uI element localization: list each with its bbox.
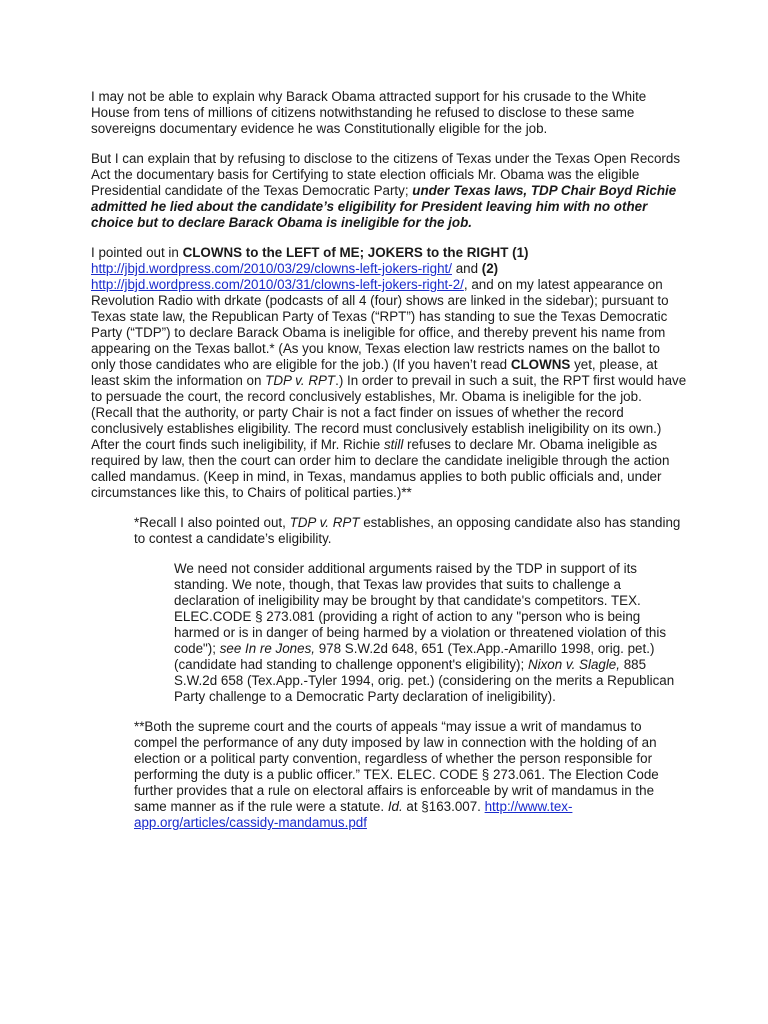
clowns-short-title: CLOWNS bbox=[510, 357, 571, 372]
footnote-mandamus-id: Id. bbox=[387, 799, 403, 814]
block-quote-case-nixon: Nixon v. Slagle, bbox=[527, 657, 620, 672]
case-name-tdp-v-rpt: TDP v. RPT bbox=[265, 373, 336, 388]
footnote-mandamus-text-1: **Both the supreme court and the courts of appeals “may issue a writ of mandamus to compel the performance of any duty imposed by law in connection with the holding of an election or a political party convention, regardless of whether the person responsible for performing the duty is a public officer.” TEX. ELEC. CODE § 273.061. The Election Code further provides that a rule on electoral affairs is enforceable by writ of mandamus in the same manner as if the rule were a statute. bbox=[134, 719, 659, 814]
paragraph-explain-emphasis: under Texas laws, TDP Chair Boyd Richie admitted he lied about the candidate’s eligibility for President leaving him with no other choice but to declare Barack Obama is ineligible for the job. bbox=[91, 183, 677, 230]
paragraph-pointed-out-text-6: refuses to declare Mr. Obama ineligible as required by law, then the court can order him to declare the candidate ineligible through the action called mandamus. (Keep in mind, in Texas, mandamus applies to both public officials and, under circumstances like this, to Chairs of political parties.)** bbox=[91, 437, 670, 500]
paragraph-pointed-out-text-2: and bbox=[451, 261, 482, 276]
footnote-recall-case: TDP v. RPT bbox=[289, 515, 360, 530]
block-quote-text-1: We need not consider additional arguments raised by the TDP in support of its standing. We note, though, that Texas law provides that suits to challenge a declaration of ineligibility may be brought by that candidate's competitors. TEX. ELEC.CODE § 273.081 (providing a right of action to any "person who is being harmed or is in danger of being harmed by a violation or threatened violation of this code"); bbox=[174, 561, 667, 656]
block-quote-court bbox=[174, 561, 687, 705]
paragraph-explain bbox=[91, 151, 687, 231]
footnote-mandamus bbox=[134, 719, 687, 831]
link-clowns-part-2[interactable]: http://jbjd.wordpress.com/2010/03/31/clowns-left-jokers-right-2/ bbox=[91, 277, 464, 292]
clowns-title: CLOWNS to the LEFT of ME; JOKERS to the RIGHT (1) bbox=[182, 245, 529, 260]
clowns-part-2-label: (2) bbox=[481, 261, 499, 276]
document-body bbox=[91, 89, 687, 831]
footnote-recall-text-1: *Recall I also pointed out, bbox=[134, 515, 290, 530]
paragraph-pointed-out bbox=[91, 245, 687, 501]
paragraph-pointed-out-text-3: , and on my latest appearance on Revolution Radio with drkate (podcasts of all 4 (four) shows are linked in the sidebar); pursuant to Texas state law, the Republican Party of Texas (“RPT”) has standing to sue the Texas Democratic Party (“TDP”) to declare Barack Obama is ineligible for office, and thereby prevent his name from appearing on the Texas ballot.* (As you know, Texas election law restricts names on the ballot to only those candidates who are eligible for the job.) (If you haven’t read bbox=[91, 277, 669, 372]
paragraph-intro-text: I may not be able to explain why Barack Obama attracted support for his crusade to the White House from tens of millions of citizens notwithstanding he refused to disclose to these same sovereigns documentary evidence he was Constitutionally eligible for the job. bbox=[91, 89, 647, 136]
block-quote-text-3: 885 S.W.2d 658 (Tex.App.-Tyler 1994, orig. pet.) (considering on the merits a Republican Party challenge to a Democratic Party declaration of ineligibility). bbox=[174, 657, 675, 704]
footnote-recall bbox=[134, 515, 687, 547]
footnote-recall-text-2: establishes, an opposing candidate also has standing to contest a candidate’s eligibility. bbox=[134, 515, 681, 546]
paragraph-intro bbox=[91, 89, 687, 137]
paragraph-pointed-out-text-5: .) In order to prevail in such a suit, the RPT first would have to persuade the court, the record conclusively establishes, Mr. Obama is ineligible for the job. (Recall that the authority, or party Chair is not a fact finder on issues of whether the record conclusively establishes eligibility. The record must conclusively establish ineligibility on its own.) After the court finds such ineligibility, if Mr. Richie bbox=[91, 373, 687, 452]
block-quote-text-2: 978 S.W.2d 648, 651 (Tex.App.-Amarillo 1998, orig. pet.) (candidate had standing to challenge opponent's eligibility); bbox=[174, 641, 655, 672]
paragraph-pointed-out-text-1: I pointed out in bbox=[91, 245, 183, 260]
link-cassidy-mandamus-pdf[interactable]: http://www.tex-app.org/articles/cassidy-mandamus.pdf bbox=[134, 799, 573, 830]
paragraph-explain-text: But I can explain that by refusing to disclose to the citizens of Texas under the Texas Open Records Act the documentary basis for Certifying to state election officials Mr. Obama was the eligible Presidential candidate of the Texas Democratic Party; bbox=[91, 151, 681, 198]
link-clowns-part-1[interactable]: http://jbjd.wordpress.com/2010/03/29/clowns-left-jokers-right/ bbox=[91, 261, 452, 276]
footnote-mandamus-text-2: at §163.007. bbox=[402, 799, 485, 814]
block-quote-case-jones: see In re Jones, bbox=[219, 641, 315, 656]
still-emphasis: still bbox=[383, 437, 404, 452]
paragraph-pointed-out-text-4: yet, please, at least skim the information on bbox=[91, 357, 658, 388]
